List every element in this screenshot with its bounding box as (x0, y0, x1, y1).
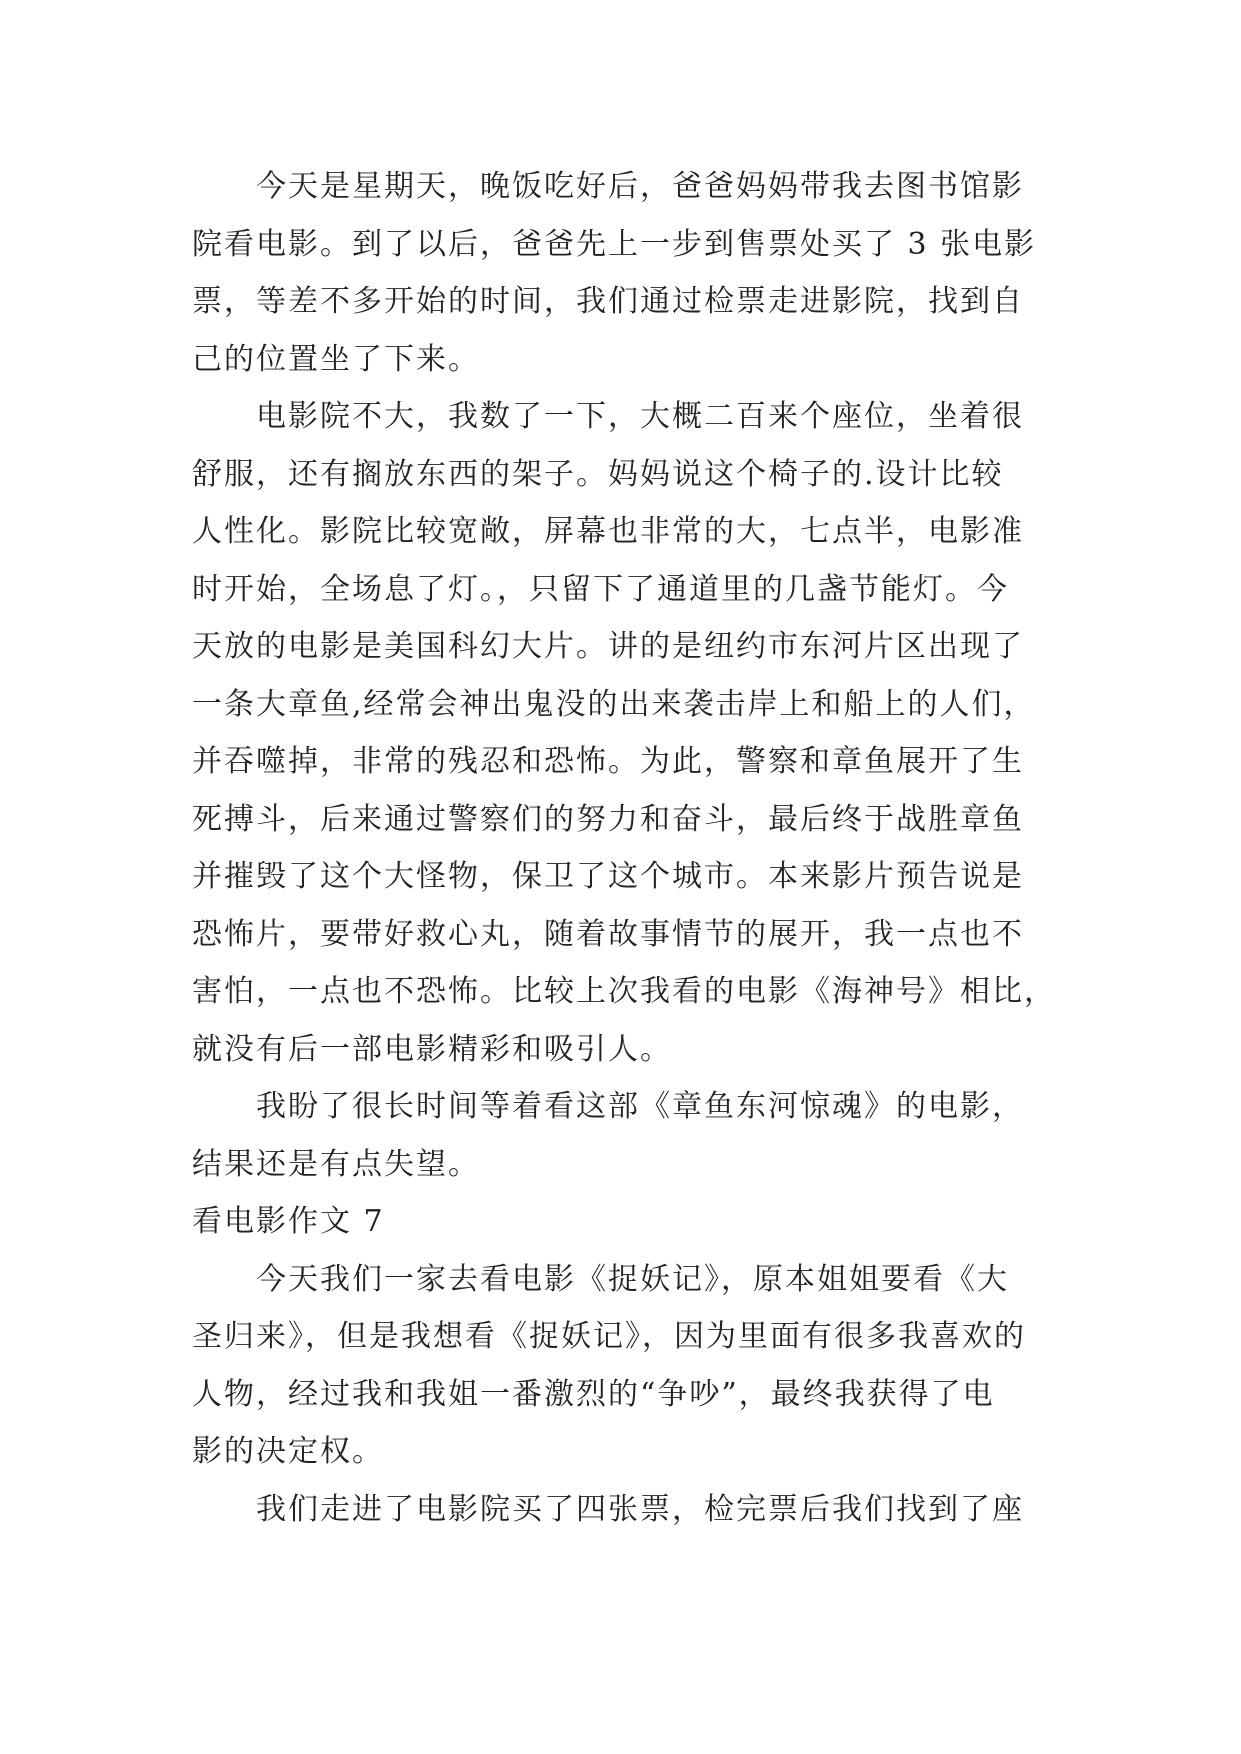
text-line: 就没有后一部电影精彩和吸引人。 (192, 1031, 672, 1067)
text-line: 今天我们一家去看电影《捉妖记》，原本姐姐要看《大 (256, 1261, 1009, 1297)
text-line: 我们走进了电影院买了四张票，检完票后我们找到了座 (256, 1491, 1024, 1527)
text-line: 票，等差不多开始的时间，我们通过检票走进影院，找到自 (192, 284, 1024, 319)
section-heading: 看电影作文 7 (192, 1204, 385, 1239)
text-line: 并吞噬掉，非常的残忍和恐怖。为此，警察和章鱼展开了生 (192, 744, 1024, 779)
text-line: 人性化。影院比较宽敞，屏幕也非常的大，七点半，电影准 (192, 514, 1024, 549)
text-line: 圣归来》，但是我想看《捉妖记》，因为里面有很多我喜欢的 (192, 1319, 1026, 1354)
text-line: 一条大章鱼,经常会神出鬼没的出来袭击岸上和船上的人们， (192, 686, 1036, 722)
text-line: 并摧毁了这个大怪物，保卫了这个城市。本来影片预告说是 (192, 859, 1024, 894)
text-line: 恐怖片，要带好救心丸，随着故事情节的展开，我一点也不 (192, 916, 1024, 952)
text-line: 结果还是有点失望。 (192, 1146, 480, 1182)
text-line: 今天是星期天，晚饭吃好后，爸爸妈妈带我去图书馆影 (256, 169, 1024, 204)
text-line: 我盼了很长时间等着看这部《章鱼东河惊魂》的电影， (256, 1089, 1024, 1124)
text-line: 天放的电影是美国科幻大片。讲的是纽约市东河片区出现了 (192, 629, 1024, 664)
text-line: 死搏斗，后来通过警察们的努力和奋斗，最后终于战胜章鱼 (192, 801, 1024, 837)
text-line: 人物，经过我和我姐一番激烈的“争吵”，最终我获得了电 (192, 1376, 995, 1412)
text-line: 己的位置坐了下来。 (192, 341, 480, 377)
text-line: 时开始，全场息了灯。，只留下了通道里的几盏节能灯。今 (192, 571, 1009, 607)
text-line: 院看电影。到了以后，爸爸先上一步到售票处买了 3 张电影 (192, 226, 1037, 262)
text-line: 舒服，还有搁放东西的架子。妈妈说这个椅子的.设计比较 (192, 456, 1004, 492)
document-body (192, 158, 1056, 1538)
text-line: 影的决定权。 (192, 1434, 384, 1469)
text-line: 电影院不大，我数了一下，大概二百来个座位，坐着很 (256, 399, 1024, 434)
text-line: 害怕，一点也不恐怖。比较上次我看的电影《海神号》相比， (192, 974, 1056, 1009)
